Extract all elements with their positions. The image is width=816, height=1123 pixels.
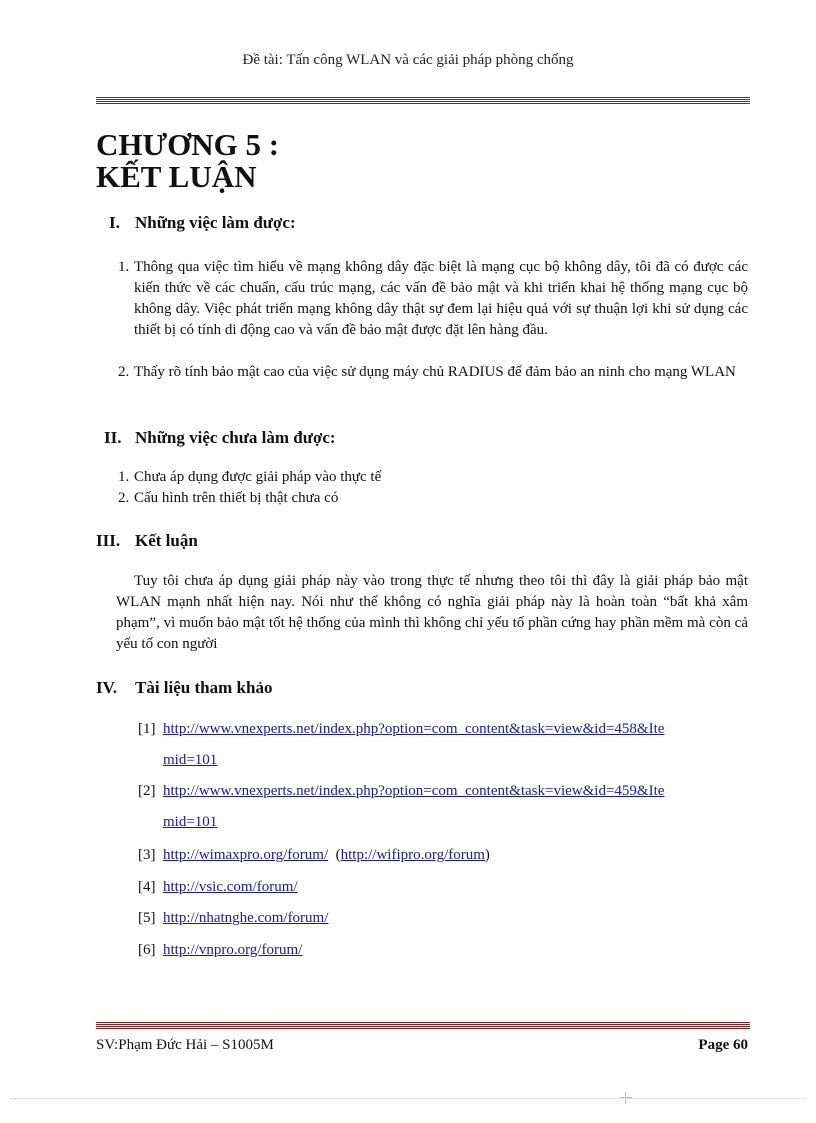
section-heading-3 bbox=[96, 531, 198, 551]
reference-link[interactable]: http://vnpro.org/forum/ bbox=[163, 942, 303, 958]
list-text: Thấy rõ tính bảo mật cao của việc sử dụng máy chủ RADIUS để đảm bảo an ninh cho mạng WLAN bbox=[134, 364, 736, 380]
section-number: I. bbox=[109, 213, 120, 232]
footer-author: SV:Phạm Đức Hải – S1005M bbox=[96, 1037, 274, 1053]
reference-item bbox=[138, 908, 750, 929]
reference-link-alt[interactable]: http://wifipro.org/forum bbox=[340, 847, 485, 863]
conclusion-paragraph: Tuy tôi chưa áp dụng giải pháp này vào trong thực tế nhưng theo tôi thì đây là giải pháp bảo mật WLAN mạnh nhất hiện nay. Nói như thế không có nghĩa giải pháp này là hoàn toàn “bất khả xâm phạm”, vì muốn bảo mật tốt hệ thống của mình thì không chỉ yếu tố phần cứng hay phần mềm mà còn cả yếu tố con người bbox=[116, 573, 748, 652]
section-title: Những việc làm được: bbox=[135, 213, 296, 232]
list-number: 2. bbox=[118, 364, 130, 380]
section-heading-4 bbox=[96, 678, 272, 698]
section-title: Tài liệu tham khảo bbox=[135, 678, 273, 697]
crosshair-mark-icon bbox=[620, 1092, 632, 1104]
reference-item bbox=[138, 719, 750, 780]
page-boundary-line bbox=[10, 1098, 806, 1099]
reference-link[interactable]: http://www.vnexperts.net/index.php?option=com_content&task=view&id=459&Ite bbox=[163, 783, 665, 799]
reference-number: [1] bbox=[138, 721, 156, 737]
reference-link[interactable]: http://vsic.com/forum/ bbox=[163, 879, 298, 895]
reference-link[interactable]: http://www.vnexperts.net/index.php?option=com_content&task=view&id=458&Ite bbox=[163, 721, 665, 737]
list-text: Thông qua việc tìm hiểu về mạng không dây đặc biệt là mạng cục bộ không dây, tôi đã có được các kiến thức về các chuẩn, cấu trúc mạng, các vấn đề bảo mật và khi triển khai hệ thống mạng cục bộ không dây. Việc phát triển mạng không dây thật sự đem lại hiệu quả với sự thuận lợi khi sử dụng các thiết bị có tính di động cao và vấn đề bảo mật được đặt lên hàng đầu. bbox=[134, 259, 748, 338]
paren-open: ( bbox=[335, 847, 341, 863]
reference-number: [2] bbox=[138, 783, 156, 799]
list-item bbox=[118, 362, 748, 383]
reference-item bbox=[138, 877, 750, 898]
list-number: 1. bbox=[118, 259, 130, 275]
section-heading-1 bbox=[109, 213, 296, 233]
reference-item bbox=[138, 845, 750, 866]
running-header: Đề tài: Tấn công WLAN và các giải pháp phòng chống bbox=[242, 52, 574, 68]
reference-number: [5] bbox=[138, 910, 156, 926]
chapter-title: KẾT LUẬN bbox=[96, 159, 257, 194]
reference-number: [6] bbox=[138, 942, 156, 958]
reference-number: [3] bbox=[138, 847, 156, 863]
section-title: Kết luận bbox=[135, 531, 198, 550]
section-heading-2 bbox=[104, 428, 336, 448]
header-divider bbox=[96, 97, 750, 104]
reference-item bbox=[138, 940, 750, 961]
reference-link-continuation[interactable]: mid=101 bbox=[163, 814, 218, 830]
reference-link[interactable]: http://nhatnghe.com/forum/ bbox=[163, 910, 329, 926]
paren-close: ) bbox=[484, 847, 490, 863]
reference-number: [4] bbox=[138, 879, 156, 895]
reference-item bbox=[138, 781, 750, 842]
section-title: Những việc chưa làm được: bbox=[135, 428, 336, 447]
list-text: Chưa áp dụng được giải pháp vào thực tế bbox=[134, 469, 382, 485]
list-text: Cấu hình trên thiết bị thật chưa có bbox=[134, 490, 339, 506]
list-item bbox=[118, 488, 748, 509]
footer-divider bbox=[96, 1022, 750, 1029]
chapter-number: CHƯƠNG 5 : bbox=[96, 127, 280, 162]
reference-link[interactable]: http://wimaxpro.org/forum/ bbox=[163, 847, 329, 863]
list-item bbox=[118, 467, 748, 488]
list-item bbox=[118, 257, 748, 341]
list-number: 2. bbox=[118, 490, 130, 506]
section-number: IV. bbox=[96, 678, 117, 697]
section-number: II. bbox=[104, 428, 122, 447]
section-number: III. bbox=[96, 531, 121, 550]
reference-link-continuation[interactable]: mid=101 bbox=[163, 752, 218, 768]
list-number: 1. bbox=[118, 469, 130, 485]
page-number: Page 60 bbox=[698, 1037, 748, 1053]
